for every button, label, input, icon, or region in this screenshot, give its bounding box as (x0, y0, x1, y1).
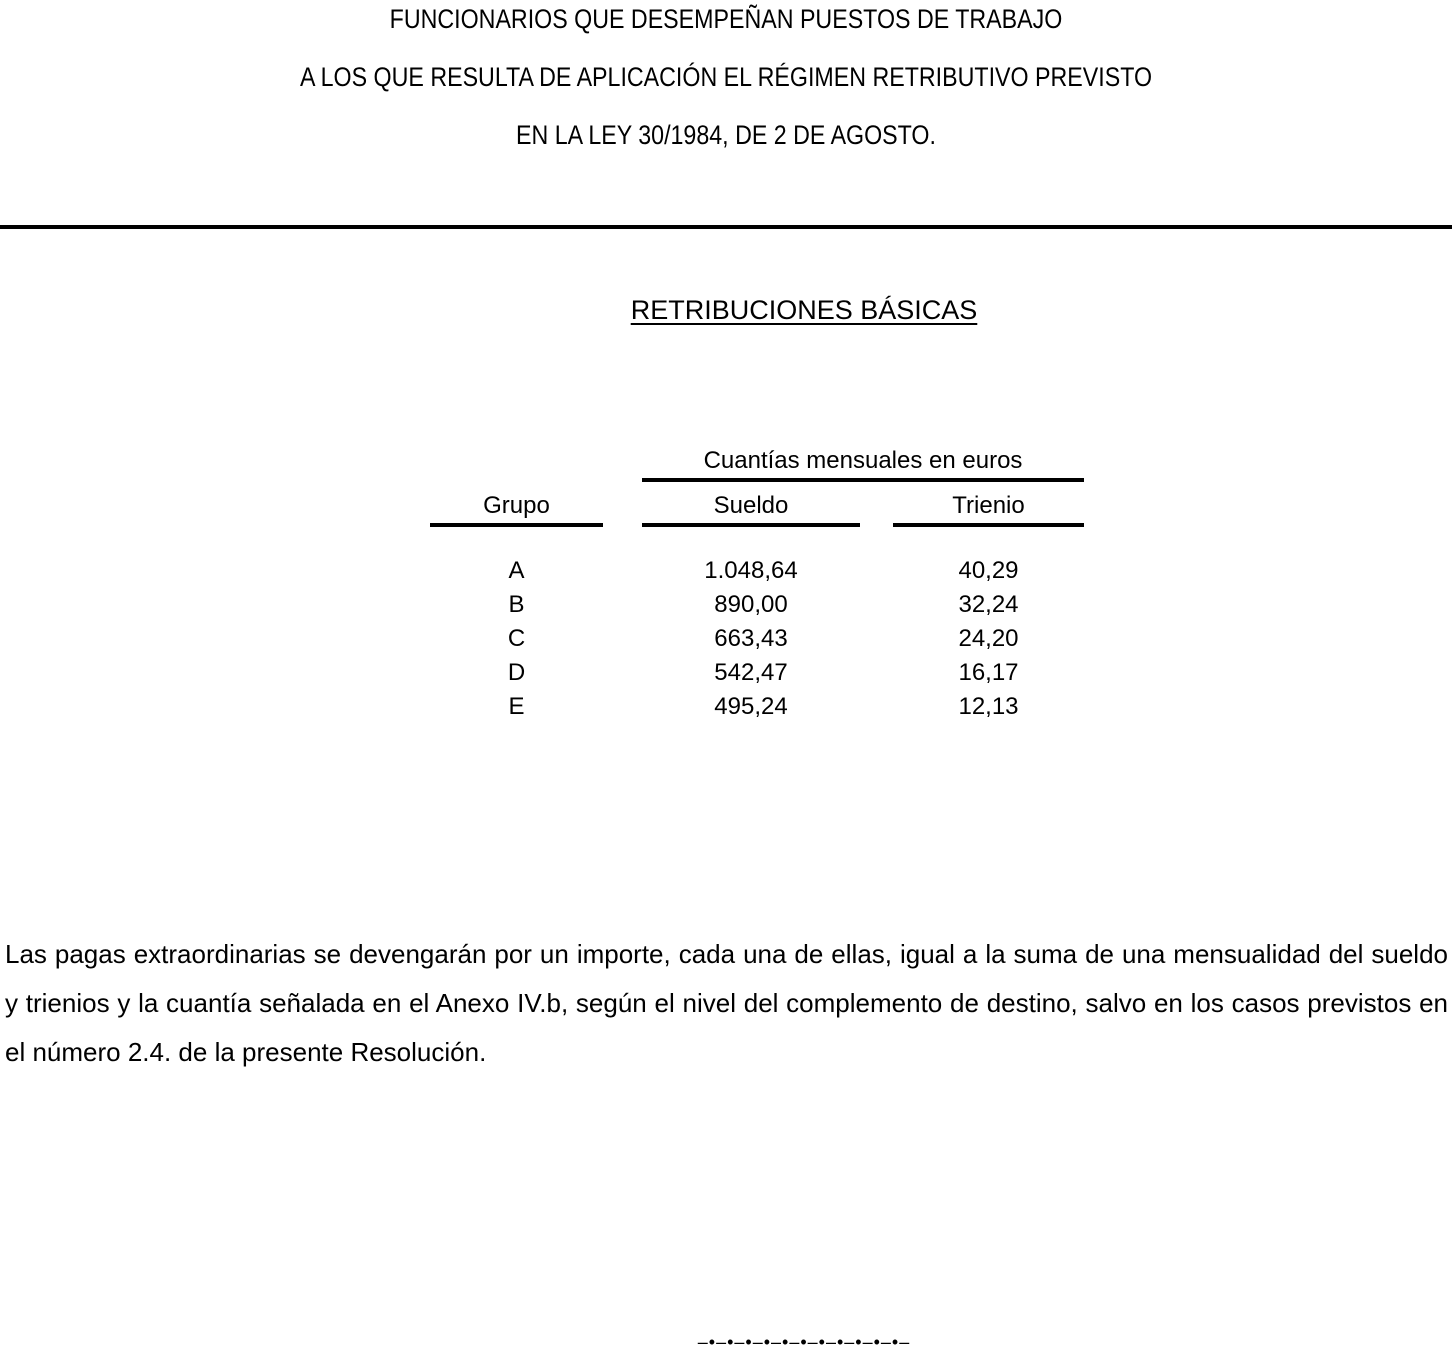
header-divider (0, 225, 1452, 229)
header-title-line-3: EN LA LEY 30/1984, DE 2 DE AGOSTO. (516, 120, 936, 150)
cell-trienio: 40,29 (958, 557, 1019, 584)
group-header-underline (642, 478, 1084, 482)
cell-grupo: B (508, 591, 525, 618)
cell-grupo: D (507, 659, 526, 686)
column-underline-sueldo (642, 523, 860, 527)
section-title-text: RETRIBUCIONES BÁSICAS (630, 295, 978, 325)
cell-sueldo: 542,47 (714, 659, 788, 686)
column-header-grupo: Grupo (483, 492, 550, 519)
cell-trienio: 24,20 (958, 625, 1019, 652)
cell-sueldo: 890,00 (714, 591, 788, 618)
column-header-trienio: Trienio (952, 492, 1025, 519)
column-underline-grupo (430, 523, 603, 527)
column-underline-trienio (893, 523, 1084, 527)
cell-trienio: 16,17 (958, 659, 1019, 686)
header-title-line-1: FUNCIONARIOS QUE DESEMPEÑAN PUESTOS DE TRABAJO (389, 4, 1063, 34)
column-header-sueldo: Sueldo (713, 492, 789, 519)
cell-sueldo: 663,43 (714, 625, 788, 652)
table-group-header: Cuantías mensuales en euros (703, 447, 1023, 474)
cell-grupo: A (508, 557, 525, 584)
end-ornament: –•–•–•–•–•–•–•–•–•–•–•– (697, 1332, 911, 1352)
cell-sueldo: 1.048,64 (704, 557, 798, 584)
section-title (0, 293, 1452, 327)
cell-trienio: 32,24 (958, 591, 1019, 618)
cell-sueldo: 495,24 (714, 693, 788, 720)
cell-trienio: 12,13 (958, 693, 1019, 720)
cell-grupo: E (508, 693, 525, 720)
header-title-line-2: A LOS QUE RESULTA DE APLICACIÓN EL RÉGIMEN RETRIBUTIVO PREVISTO (299, 62, 1153, 92)
cell-grupo: C (507, 625, 526, 652)
body-paragraph: Las pagas extraordinarias se devengarán por un importe, cada una de ellas, igual a la suma de una mensualidad del sueldo y trienios y la cuantía señalada en el Anexo IV.b, según el nivel del complemento de destino, salvo en los casos previstos en el número 2.4. de la presente Resolución. (5, 939, 1448, 1067)
